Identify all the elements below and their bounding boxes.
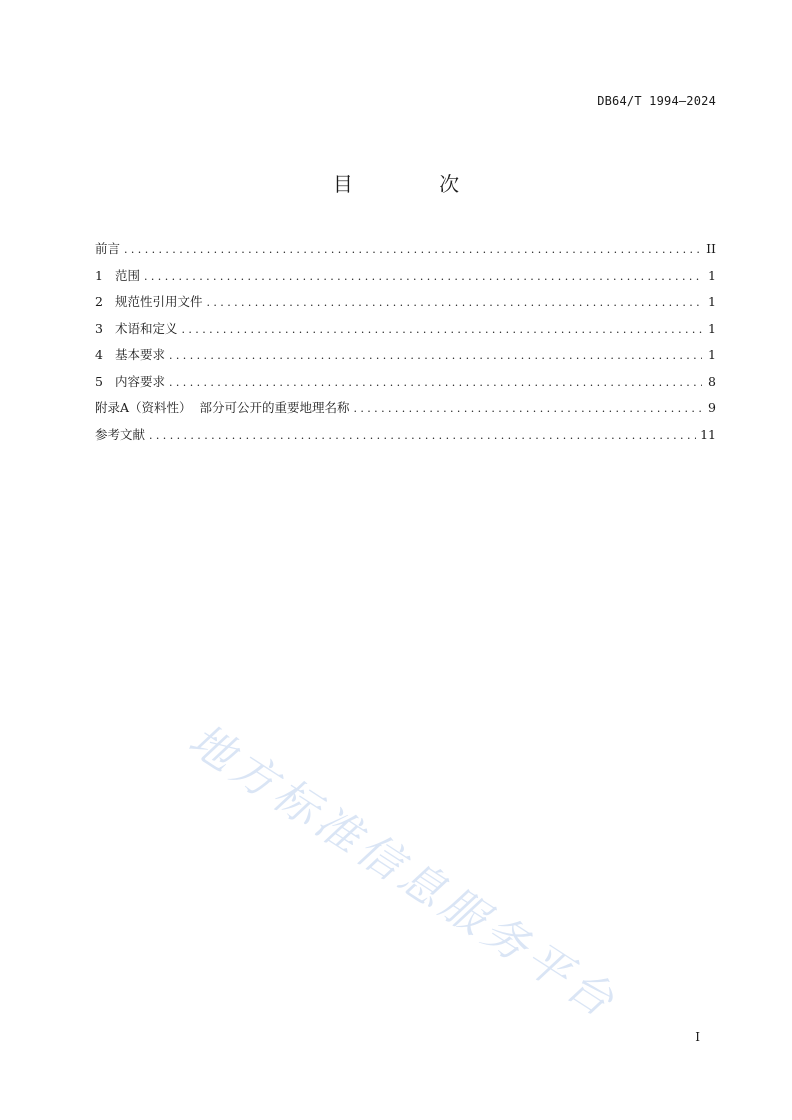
toc-entry-label: 参考文献 (95, 426, 146, 442)
toc-entry-number: 5 (95, 373, 103, 389)
toc-entry-basic-requirements[interactable] (95, 346, 716, 373)
table-of-contents (95, 240, 716, 452)
toc-entry-normative-references[interactable] (95, 293, 716, 320)
toc-entry-label: 前言 (95, 241, 121, 256)
toc-entry-page: 1 (708, 320, 716, 336)
toc-entry-number: 1 (95, 267, 103, 283)
toc-leader-dots (124, 241, 702, 258)
toc-leader-dots (149, 427, 696, 444)
toc-entry-label: 基本要求 (115, 347, 166, 362)
toc-entry-page: 8 (708, 373, 716, 389)
toc-entry-content-requirements[interactable] (95, 373, 716, 400)
toc-entry-number: 4 (95, 347, 103, 362)
toc-entry-number: 2 (95, 294, 103, 309)
toc-leader-dots (144, 268, 702, 285)
toc-entry-page: 1 (708, 294, 716, 309)
toc-entry-scope[interactable] (95, 267, 716, 294)
watermark: 地方标准信息服务平台 (179, 714, 627, 1030)
toc-entry-page: 1 (708, 267, 716, 283)
toc-entry-label: 内容要求 (115, 373, 166, 389)
toc-title: 目 次 (332, 172, 500, 196)
toc-entry-page: 11 (700, 426, 716, 442)
document-code: DB64/T 1994—2024 (597, 94, 716, 108)
toc-entry-label: 术语和定义 (115, 320, 178, 336)
toc-entry-page: 9 (708, 400, 716, 415)
toc-leader-dots (207, 294, 702, 311)
toc-leader-dots (169, 374, 702, 391)
toc-entry-page: II (706, 241, 716, 256)
toc-leader-dots (353, 400, 702, 417)
toc-leader-dots (169, 347, 702, 364)
toc-entry-label: 附录A（资料性） 部分可公开的重要地理名称 (95, 400, 350, 415)
toc-entry-terms-definitions[interactable] (95, 320, 716, 347)
toc-entry-bibliography[interactable] (95, 426, 716, 453)
toc-entry-number: 3 (95, 320, 103, 336)
toc-entry-appendix-a[interactable] (95, 399, 716, 426)
toc-entry-foreword[interactable] (95, 240, 716, 267)
page-number: I (695, 1030, 700, 1044)
toc-entry-page: 1 (708, 347, 716, 362)
toc-entry-label: 规范性引用文件 (115, 294, 203, 309)
toc-entry-label: 范围 (115, 267, 141, 283)
toc-leader-dots (182, 321, 702, 338)
